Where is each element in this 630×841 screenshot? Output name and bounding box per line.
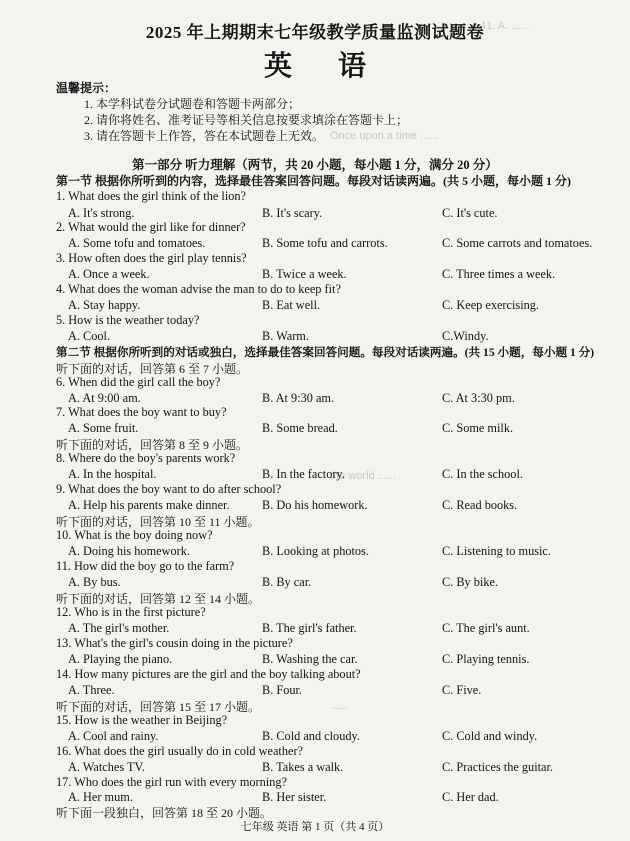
question-10-option-a: A. Doing his homework.: [68, 544, 190, 558]
question-6-option-b: B. At 9:30 am.: [262, 391, 335, 405]
notice-block: [56, 80, 408, 144]
question-15-option-c: C. Cold and windy.: [442, 729, 538, 743]
bleed-through-decoration: the world ......: [330, 470, 397, 482]
question-5-option-c: C.Windy.: [442, 329, 489, 343]
question-7-option-c: C. Some milk.: [442, 421, 514, 435]
question-5: 5. How is the weather today?: [56, 313, 200, 327]
question-3-option-b: B. Twice a week.: [262, 267, 347, 281]
question-3: 3. How often does the girl play tennis?: [56, 251, 247, 265]
question-2-option-b: B. Some tofu and carrots.: [262, 236, 388, 250]
notice-item: 3. 请在答题卡上作答，答在本试题卷上无效。: [84, 129, 325, 143]
question-4-option-a: A. Stay happy.: [68, 298, 141, 312]
question-14-option-b: B. Four.: [262, 683, 302, 697]
question-17-option-b: B. Her sister.: [262, 790, 327, 804]
question-6: 6. When did the girl call the boy?: [56, 375, 221, 389]
question-1-option-b: B. It's scary.: [262, 206, 323, 220]
question-4: 4. What does the woman advise the man to do to keep fit?: [56, 282, 341, 296]
question-7: 7. What does the boy want to buy?: [56, 405, 227, 419]
notice-item: 1. 本学科试卷分试题卷和答题卡两部分；: [84, 97, 301, 111]
listening-hint: 听下面的对话，回答第 12 至 14 小题。: [56, 592, 261, 606]
question-15-option-a: A. Cool and rainy.: [68, 729, 159, 743]
question-17-option-c: C. Her dad.: [442, 790, 499, 804]
listening-hint: 听下面的对话，回答第 8 至 9 小题。: [56, 438, 249, 452]
question-12-option-c: C. The girl's aunt.: [442, 621, 530, 635]
listening-hint: 听下面的对话，回答第 6 至 7 小题。: [56, 362, 249, 376]
question-13-option-c: C. Playing tennis.: [442, 652, 530, 666]
question-8: 8. Where do the boy's parents work?: [56, 451, 236, 465]
question-16: 16. What does the girl usually do in cold weather?: [56, 744, 304, 758]
bleed-through-decoration: ......: [330, 700, 349, 712]
listening-hint: 听下面一段独白，回答第 18 至 20 小题。: [56, 806, 273, 820]
subject-title: 英语: [263, 51, 412, 82]
question-4-option-c: C. Keep exercising.: [442, 298, 539, 312]
question-7-option-a: A. Some fruit.: [68, 421, 139, 435]
question-9: 9. What does the boy want to do after school?: [56, 482, 282, 496]
question-13: 13. What's the girl's cousin doing in the picture?: [56, 636, 293, 650]
question-6-option-a: A. At 9:00 am.: [68, 391, 141, 405]
question-14-option-c: C. Five.: [442, 683, 482, 697]
question-9-option-a: A. Help his parents make dinner.: [68, 498, 230, 512]
question-16-option-c: C. Practices the guitar.: [442, 760, 553, 774]
question-14-option-a: A. Three.: [68, 683, 115, 697]
listening-hint: 听下面的对话，回答第 10 至 11 小题。: [56, 515, 260, 529]
question-11-option-b: B. By car.: [262, 575, 312, 589]
question-4-option-b: B. Eat well.: [262, 298, 321, 312]
question-2: 2. What would the girl like for dinner?: [56, 220, 246, 234]
question-17-option-a: A. Her mum.: [68, 790, 133, 804]
question-13-option-a: A. Playing the piano.: [68, 652, 173, 666]
question-12: 12. Who is in the first picture?: [56, 605, 206, 619]
question-12-option-b: B. The girl's father.: [262, 621, 357, 635]
notice-item: 2. 请你将姓名、准考证号等相关信息按要求填涂在答题卡上；: [84, 113, 409, 127]
question-1-option-a: A. It's strong.: [68, 206, 135, 220]
question-1-option-c: C. It's cute.: [442, 206, 498, 220]
question-16-option-a: A. Watches TV.: [68, 760, 145, 774]
section1-instructions: 第一节 根据你所听到的内容，选择最佳答案回答问题。每段对话读两遍。(共 5 小题，每小题 1 分): [56, 174, 571, 188]
question-2-option-a: A. Some tofu and tomatoes.: [68, 236, 206, 250]
question-10-option-c: C. Listening to music.: [442, 544, 551, 558]
question-8-option-a: A. In the hospital.: [68, 467, 157, 481]
bleed-through-decoration: 41. A. ......: [480, 20, 530, 32]
section2-instructions: 第二节 根据你所听到的对话或独白，选择最佳答案回答问题。每段对话读两遍。(共 15 小题，每小题 1 分): [56, 346, 595, 359]
listening-hint: 听下面的对话，回答第 15 至 17 小题。: [56, 700, 261, 714]
question-11-option-a: A. By bus.: [68, 575, 121, 589]
question-5-option-a: A. Cool.: [68, 329, 111, 343]
page-footer: 七年级 英语 第 1 页（共 4 页）: [240, 821, 390, 833]
question-14: 14. How many pictures are the girl and the boy talking about?: [56, 667, 361, 681]
question-8-option-c: C. In the school.: [442, 467, 523, 481]
question-5-option-b: B. Warm.: [262, 329, 309, 343]
notice-heading: 温馨提示：: [56, 81, 117, 95]
question-11-option-c: C. By bike.: [442, 575, 499, 589]
question-13-option-b: B. Washing the car.: [262, 652, 358, 666]
question-1: 1. What does the girl think of the lion?: [56, 189, 246, 203]
question-11: 11. How did the boy go to the farm?: [56, 559, 235, 573]
question-6-option-c: C. At 3:30 pm.: [442, 391, 515, 405]
question-16-option-b: B. Takes a walk.: [262, 760, 344, 774]
question-12-option-a: A. The girl's mother.: [68, 621, 170, 635]
bleed-through-decoration: Once upon a time ......: [330, 130, 439, 142]
question-7-option-b: B. Some bread.: [262, 421, 338, 435]
question-15-option-b: B. Cold and cloudy.: [262, 729, 360, 743]
part1-title: 第一部分 听力理解（两节，共 20 小题，每小题 1 分，满分 20 分）: [132, 158, 498, 172]
exam-title: 2025 年上期期末七年级教学质量监测试题卷: [145, 23, 485, 42]
question-9-option-c: C. Read books.: [442, 498, 518, 512]
question-17: 17. Who does the girl run with every morning?: [56, 775, 287, 789]
question-15: 15. How is the weather in Beijing?: [56, 713, 228, 727]
question-2-option-c: C. Some carrots and tomatoes.: [442, 236, 593, 250]
question-8-option-b: B. In the factory.: [262, 467, 345, 481]
question-10: 10. What is the boy doing now?: [56, 528, 213, 542]
question-10-option-b: B. Looking at photos.: [262, 544, 369, 558]
question-3-option-c: C. Three times a week.: [442, 267, 556, 281]
question-3-option-a: A. Once a week.: [68, 267, 150, 281]
question-9-option-b: B. Do his homework.: [262, 498, 368, 512]
